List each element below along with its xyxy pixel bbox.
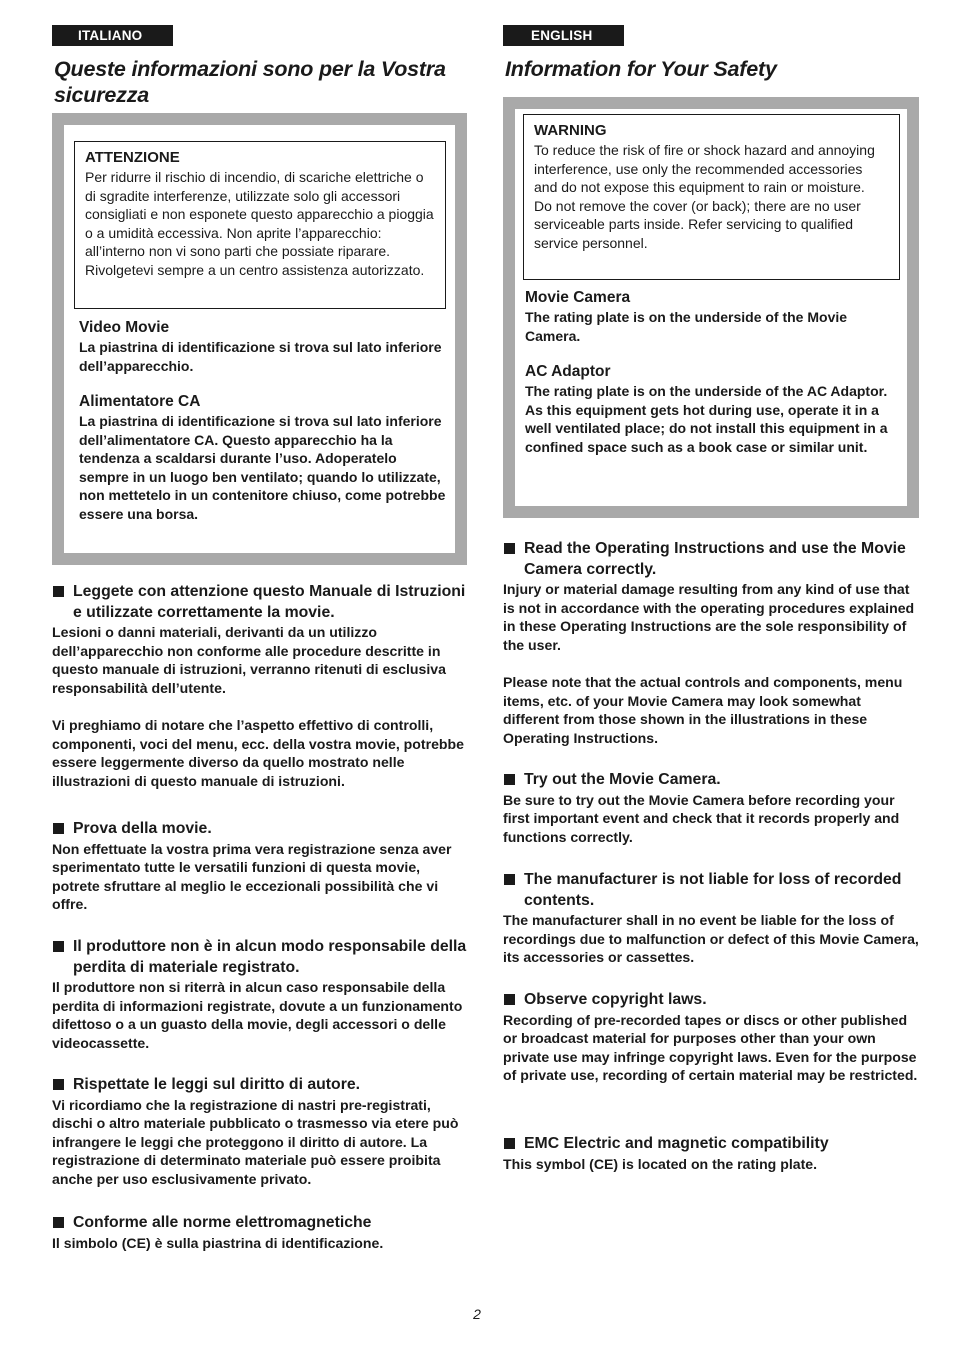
bullet-square-icon <box>504 874 515 885</box>
section-heading: Read the Operating Instructions and use the Movie Camera correctly. <box>524 540 906 578</box>
italian-device-video-movie <box>79 318 444 375</box>
english-page-title: Information for Your Safety <box>505 57 777 81</box>
italian-device2-text: La piastrina di identificazione si trova sul lato inferiore dell’alimentatore CA. Questo apparecchio ha la tendenza a scaldarsi durante l’uso. Adoperatelo sempre in un luogo ben ventilato; quando lo utilizzate, non mettetelo in un contenitore chiuso, come potrebbe essere una borsa. <box>79 413 446 522</box>
bullet-square-icon <box>504 1138 515 1149</box>
italian-safety-frame <box>52 113 467 565</box>
italian-device1-title: Video Movie <box>79 319 170 336</box>
english-device-movie-camera <box>525 288 899 345</box>
english-device2-text: The rating plate is on the underside of the AC Adaptor. As this equipment gets hot during use, operate it in a well ventilated place; do not install this equipment in a confined space such as a book case or similar unit. <box>525 383 888 455</box>
bullet-square-icon <box>53 823 64 834</box>
bullet-square-icon <box>504 994 515 1005</box>
english-safety-frame <box>503 97 919 518</box>
section-paragraph: Injury or material damage resulting from any kind of use that is not in accordance with the operating procedures explained in these Operating Instructions are the sole responsibility of the user. <box>503 581 915 653</box>
italian-device-ac-adaptor <box>79 392 447 524</box>
section-heading: Leggete con attenzione questo Manuale di Istruzioni e utilizzate correttamente la movie. <box>73 583 466 621</box>
italian-device2-title: Alimentatore CA <box>79 393 201 410</box>
italian-warning-text: Per ridurre il rischio di incendio, di scariche elettriche o di sgradite interferenze, utilizzate solo gli accessori consigliati e non esponete questo apparecchio a pioggia o a umidità eccessiva. Non aprite l’apparecchio: all’interno non vi sono parti che possiate riparare. Rivolgetevi sempre a un centro assistenza autorizzato. <box>85 169 434 278</box>
section-heading: Prova della movie. <box>73 820 212 837</box>
english-section-emc <box>503 1134 919 1173</box>
italian-section-test <box>52 819 467 914</box>
english-device-ac-adaptor <box>525 362 899 456</box>
english-section-copyright <box>503 990 919 1085</box>
section-paragraph: Be sure to try out the Movie Camera before recording your first important event and check that it records properly and functions correctly. <box>503 791 900 845</box>
english-warning-text-1: To reduce the risk of fire or shock hazard and annoying interference, use only the recommended accessories and do not expose this equipment to rain or moisture. <box>534 142 875 195</box>
section-paragraph: Vi ricordiamo che la registrazione di nastri pre-registrati, dischi o altro materiale pubblicato o trasmesso via etere può infrangere le leggi che proteggono il diritto di autore. La registrazione di determinato materiale può essere proibita anche per uso esclusivamente privato. <box>52 1096 459 1187</box>
section-paragraph: Il produttore non si riterrà in alcun caso responsabile della perdita di informazioni registrate, dovute a un funzionamento difettoso o a un guasto della movie, degli accessori o delle videocassette. <box>52 979 463 1051</box>
italian-warning-box <box>74 141 446 309</box>
section-paragraph: Lesioni o danni materiali, derivanti da un utilizzo dell’apparecchio non conforme alle procedure descritte in questo manuale di istruzioni, verranno ritenuti di esclusiva responsabilità dell’utente. <box>52 624 446 696</box>
english-section-read-instructions <box>503 539 919 747</box>
section-paragraph: Recording of pre-recorded tapes or discs or other published or broadcast material for purposes other than your own private use may infringe copyright laws. Even for the purpose of private use, recording of certain material may be restricted. <box>503 1011 918 1084</box>
bullet-square-icon <box>53 1217 64 1228</box>
section-paragraph: Vi preghiamo di notare che l’aspetto effettivo di controlli, componenti, voci del menu, ecc. della vostra movie, potrebbe essere leggermente diverso da quello mostrato nelle illustrazioni di questo manuale di istruzioni. <box>52 716 464 789</box>
section-paragraph: Please note that the actual controls and components, menu items, etc. of your Movie Camera may look somewhat different from those shown in the illustrations in these Operating Instructions. <box>503 673 903 746</box>
english-warning-box <box>523 114 900 280</box>
section-paragraph: This symbol (CE) is located on the rating plate. <box>503 1155 818 1172</box>
section-heading: Observe copyright laws. <box>524 991 707 1008</box>
english-warning-text-2: Do not remove the cover (or back); there are no user serviceable parts inside. Refer servicing to qualified service personnel. <box>534 197 861 251</box>
section-paragraph: Il simbolo (CE) è sulla piastrina di identificazione. <box>52 1234 384 1251</box>
section-heading: EMC Electric and magnetic compatibility <box>524 1135 829 1152</box>
language-tab-italian: ITALIANO <box>52 25 173 46</box>
italian-device1-text: La piastrina di identificazione si trova sul lato inferiore dell’apparecchio. <box>79 339 442 374</box>
italian-section-copyright <box>52 1075 467 1188</box>
english-section-try-out <box>503 770 919 846</box>
bullet-square-icon <box>504 774 515 785</box>
bullet-square-icon <box>53 941 64 952</box>
page-number: 2 <box>473 1306 481 1322</box>
section-heading: Rispettate le leggi sul diritto di autore. <box>73 1076 361 1093</box>
section-heading: The manufacturer is not liable for loss of recorded contents. <box>524 871 902 909</box>
language-tab-english: ENGLISH <box>503 25 624 46</box>
section-heading: Conforme alle norme elettromagnetiche <box>73 1214 372 1231</box>
section-paragraph: The manufacturer shall in no event be liable for the loss of recordings due to malfunction or defect of this Movie Camera, its accessories or cassettes. <box>503 912 919 966</box>
italian-warning-title: ATTENZIONE <box>85 149 180 166</box>
italian-page-title: Queste informazioni sono per la Vostra sicurezza <box>54 57 446 107</box>
english-warning-title: WARNING <box>534 122 607 139</box>
english-device2-title: AC Adaptor <box>525 363 611 380</box>
section-heading: Il produttore non è in alcun modo responsabile della perdita di materiale registrato. <box>73 938 467 976</box>
italian-section-manual <box>52 582 467 790</box>
italian-section-emc <box>52 1213 467 1252</box>
italian-section-liability <box>52 937 467 1052</box>
bullet-square-icon <box>53 1079 64 1090</box>
english-device1-text: The rating plate is on the underside of the Movie Camera. <box>525 309 848 344</box>
english-section-liability <box>503 870 919 967</box>
english-device1-title: Movie Camera <box>525 289 631 306</box>
bullet-square-icon <box>53 586 64 597</box>
bullet-square-icon <box>504 543 515 554</box>
section-paragraph: Non effettuate la vostra prima vera registrazione senza aver sperimentato tutte le versatili funzioni di questa movie, potrete sfruttare al meglio le eccezionali possibilità che vi offre. <box>52 840 452 913</box>
section-heading: Try out the Movie Camera. <box>524 771 721 788</box>
